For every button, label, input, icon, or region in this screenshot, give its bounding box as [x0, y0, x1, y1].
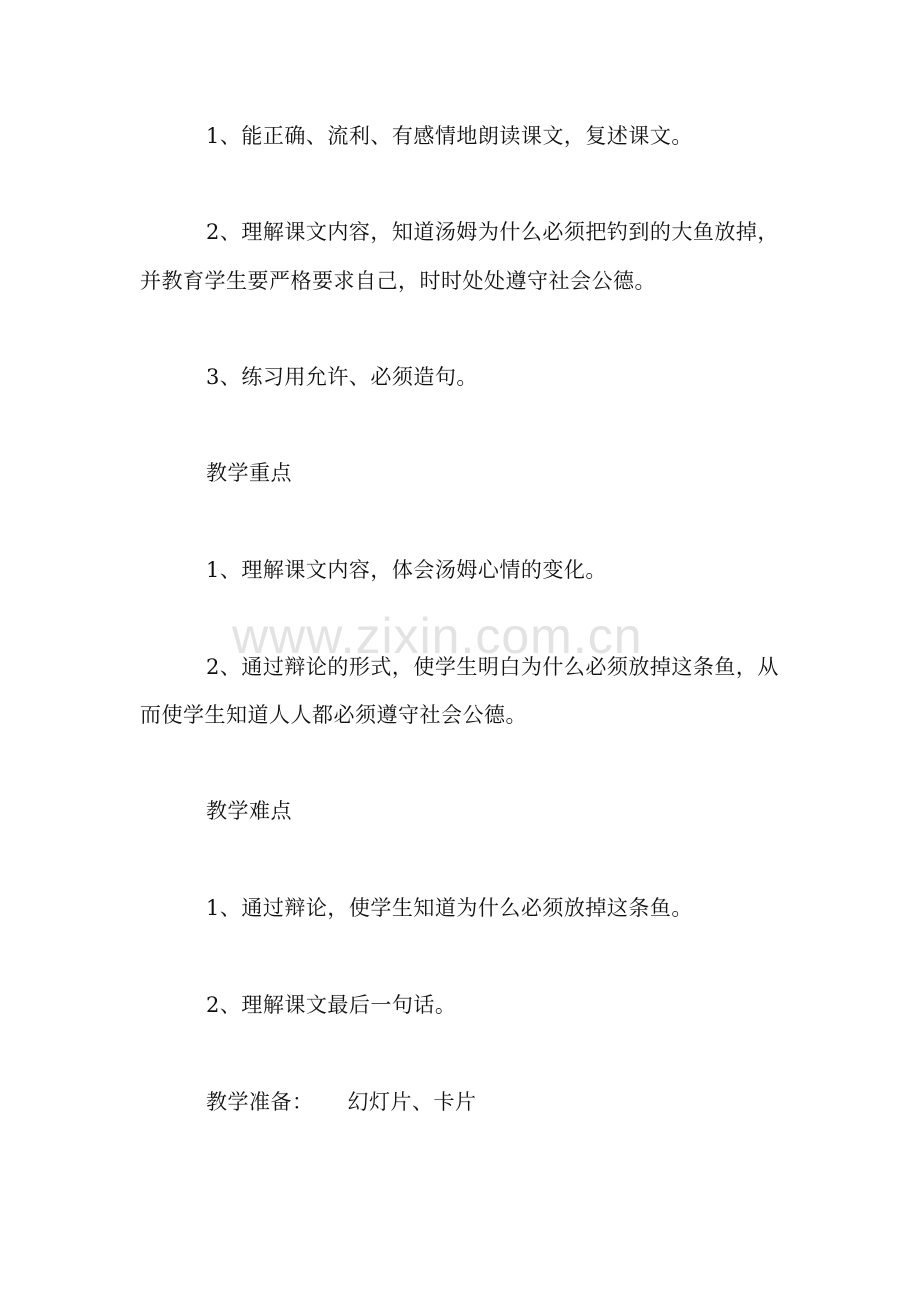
preparation-label: 教学准备：: [206, 1090, 314, 1114]
objective-item-2-line-2: 并教育学生要严格要求自己，时时处处遵守社会公德。: [140, 269, 656, 293]
objective-item-3: 3、练习用允许、必须造句。: [206, 365, 478, 389]
preparation-value: 幻灯片、卡片: [347, 1090, 477, 1114]
difficulty-item-1: 1、通过辩论，使学生知道为什么必须放掉这条鱼。: [206, 896, 693, 920]
key-point-item-2-line-2: 而使学生知道人人都必须遵守社会公德。: [140, 703, 527, 727]
objective-item-1: 1、能正确、流利、有感情地朗读课文，复述课文。: [206, 124, 693, 148]
difficulties-heading: 教学难点: [206, 799, 292, 823]
key-points-heading: 教学重点: [206, 461, 292, 485]
difficulty-item-2: 2、理解课文最后一句话。: [206, 993, 457, 1017]
objective-item-2-line-1: 2、理解课文内容，知道汤姆为什么必须把钓到的大鱼放掉，: [206, 220, 779, 244]
key-point-item-2-line-1: 2、通过辩论的形式，使学生明白为什么必须放掉这条鱼，从: [206, 655, 779, 679]
preparation-line: [206, 1090, 477, 1114]
watermark: www.zixin.com.cn: [232, 608, 643, 664]
key-point-item-1: 1、理解课文内容，体会汤姆心情的变化。: [206, 558, 607, 582]
